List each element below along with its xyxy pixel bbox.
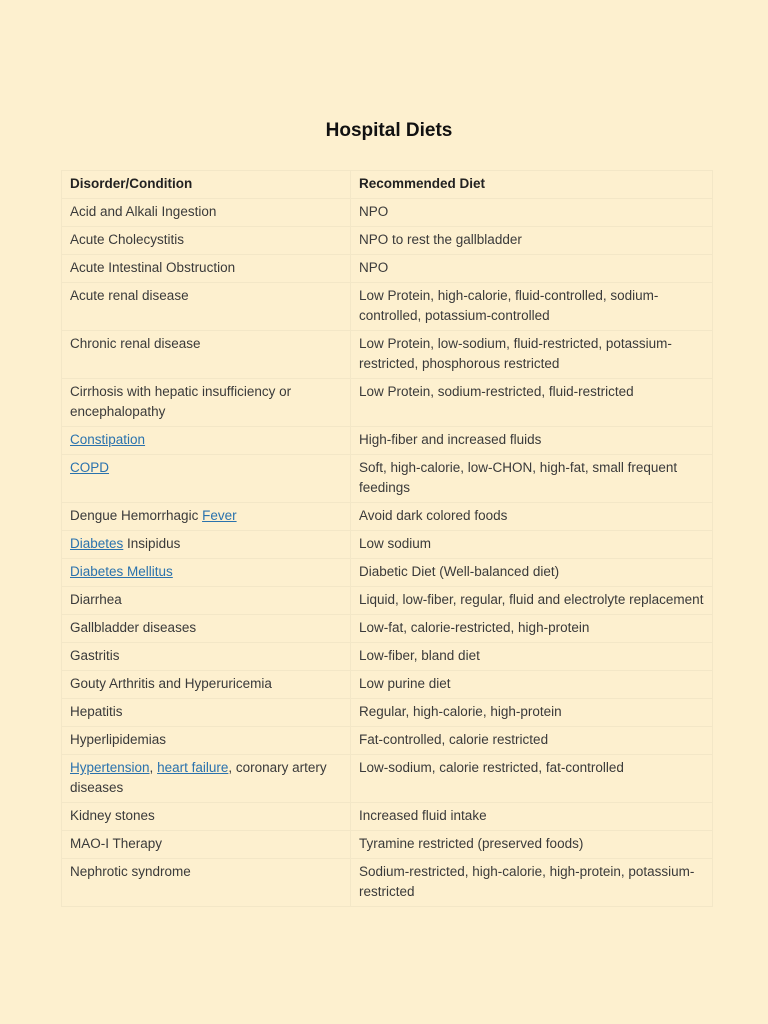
condition-cell — [62, 503, 351, 531]
condition-cell — [62, 427, 351, 455]
condition-cell — [62, 199, 351, 227]
condition-cell — [62, 559, 351, 587]
condition-text: Acute renal disease — [70, 288, 189, 303]
table-row — [62, 803, 713, 831]
condition-cell — [62, 331, 351, 379]
page-title: Hospital Diets — [325, 120, 453, 141]
condition-cell — [62, 587, 351, 615]
table-row — [62, 559, 713, 587]
condition-cell — [62, 615, 351, 643]
condition-cell — [62, 699, 351, 727]
table-row — [62, 531, 713, 559]
table-row — [62, 587, 713, 615]
diet-cell: Increased fluid intake — [351, 803, 713, 831]
condition-cell — [62, 227, 351, 255]
condition-text: , coronary artery diseases — [70, 760, 327, 795]
condition-text: Chronic renal disease — [70, 336, 201, 351]
condition-text: Acute Cholecystitis — [70, 232, 185, 247]
diet-cell: Avoid dark colored foods — [351, 503, 713, 531]
diet-cell: Low Protein, sodium-restricted, fluid-restricted — [351, 379, 713, 427]
table-row — [62, 255, 713, 283]
table-row — [62, 283, 713, 331]
table-row — [62, 727, 713, 755]
condition-cell — [62, 859, 351, 907]
condition-cell — [62, 531, 351, 559]
table-row — [62, 859, 713, 907]
condition-text: Nephrotic syndrome — [70, 864, 191, 879]
diet-cell: Low-sodium, calorie restricted, fat-controlled — [351, 755, 713, 803]
condition-link[interactable]: COPD — [70, 460, 110, 475]
diet-cell: Tyramine restricted (preserved foods) — [351, 831, 713, 859]
table-row — [62, 199, 713, 227]
table-row — [62, 455, 713, 503]
condition-link[interactable]: Constipation — [70, 432, 146, 447]
condition-cell — [62, 803, 351, 831]
condition-text: Acute Intestinal Obstruction — [70, 260, 236, 275]
diet-cell: Low-fiber, bland diet — [351, 643, 713, 671]
table-row — [62, 615, 713, 643]
table-row — [62, 427, 713, 455]
table-row — [62, 699, 713, 727]
diet-cell: NPO — [351, 255, 713, 283]
diet-cell: Low-fat, calorie-restricted, high-protein — [351, 615, 713, 643]
diet-cell: Liquid, low-fiber, regular, fluid and electrolyte replacement — [351, 587, 713, 615]
table-row — [62, 227, 713, 255]
condition-link[interactable]: Fever — [202, 508, 237, 523]
table-row — [62, 503, 713, 531]
condition-text: Gallbladder diseases — [70, 620, 197, 635]
condition-text: MAO-I Therapy — [70, 836, 163, 851]
condition-cell — [62, 727, 351, 755]
condition-cell — [62, 671, 351, 699]
condition-link[interactable]: heart failure — [157, 760, 229, 775]
condition-link[interactable]: Diabetes Mellitus — [70, 564, 173, 579]
condition-text: Hyperlipidemias — [70, 732, 167, 747]
condition-cell — [62, 831, 351, 859]
diet-cell: Diabetic Diet (Well-balanced diet) — [351, 559, 713, 587]
table-row — [62, 379, 713, 427]
diet-cell: Low Protein, high-calorie, fluid-controlled, sodium-controlled, potassium-controlled — [351, 283, 713, 331]
condition-link[interactable]: Hypertension — [70, 760, 150, 775]
table-row — [62, 671, 713, 699]
condition-text: Diarrhea — [70, 592, 122, 607]
condition-text: Kidney stones — [70, 808, 155, 823]
diet-cell: Low sodium — [351, 531, 713, 559]
table-header-row — [62, 171, 713, 199]
diet-cell: Soft, high-calorie, low-CHON, high-fat, small frequent feedings — [351, 455, 713, 503]
condition-cell — [62, 379, 351, 427]
table-row — [62, 643, 713, 671]
condition-text: Cirrhosis with hepatic insufficiency or encephalopathy — [70, 384, 292, 419]
header-condition: Disorder/Condition — [62, 171, 351, 199]
diet-cell: Sodium-restricted, high-calorie, high-protein, potassium-restricted — [351, 859, 713, 907]
diet-cell: Low purine diet — [351, 671, 713, 699]
header-diet: Recommended Diet — [351, 171, 713, 199]
condition-text: Dengue Hemorrhagic — [70, 508, 203, 523]
table-row — [62, 755, 713, 803]
condition-text: Insipidus — [123, 536, 181, 551]
condition-text: Gouty Arthritis and Hyperuricemia — [70, 676, 272, 691]
condition-text: Acid and Alkali Ingestion — [70, 204, 217, 219]
condition-cell — [62, 643, 351, 671]
condition-cell — [62, 283, 351, 331]
diet-cell: Regular, high-calorie, high-protein — [351, 699, 713, 727]
condition-cell — [62, 255, 351, 283]
diet-cell: NPO to rest the gallbladder — [351, 227, 713, 255]
condition-text: Hepatitis — [70, 704, 123, 719]
condition-cell — [62, 755, 351, 803]
condition-link[interactable]: Diabetes — [70, 536, 124, 551]
table-row — [62, 331, 713, 379]
table-body — [62, 199, 713, 907]
diet-cell: NPO — [351, 199, 713, 227]
diet-cell: High-fiber and increased fluids — [351, 427, 713, 455]
condition-text: , — [149, 760, 158, 775]
condition-cell — [62, 455, 351, 503]
diet-cell: Fat-controlled, calorie restricted — [351, 727, 713, 755]
condition-text: Gastritis — [70, 648, 120, 663]
diet-table — [61, 170, 713, 907]
table-row — [62, 831, 713, 859]
diet-cell: Low Protein, low-sodium, fluid-restricted, potassium-restricted, phosphorous restricted — [351, 331, 713, 379]
